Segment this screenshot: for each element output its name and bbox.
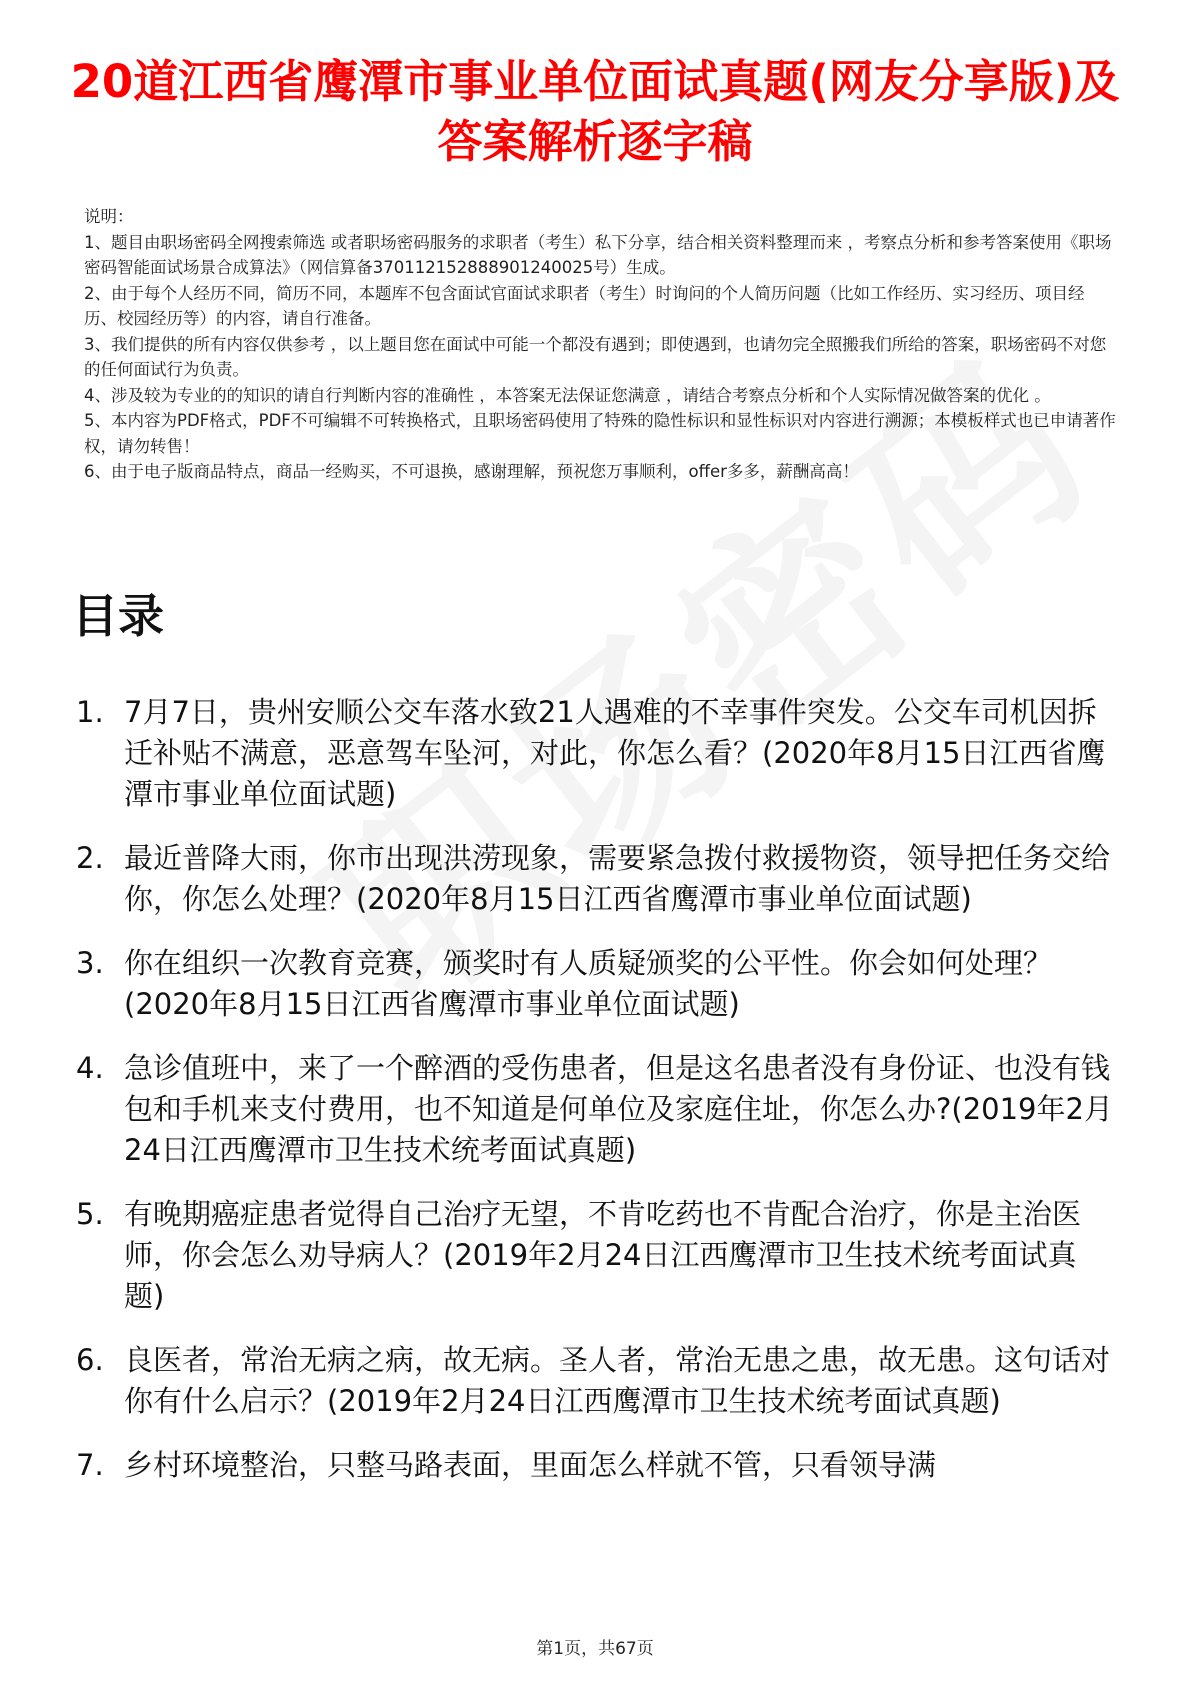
- toc-item-text: 你在组织一次教育竞赛，颁奖时有人质疑颁奖的公平性。你会如何处理？(2020年8月15日江西省鹰潭市事业单位面试题): [124, 946, 1053, 1021]
- notes-section: [84, 204, 1116, 485]
- toc-item[interactable]: [76, 1048, 1116, 1171]
- note-item: 5、本内容为PDF格式，PDF不可编辑不可转换格式，且职场密码使用了特殊的隐性标识和显性标识对内容进行溯源；本模板样式也已申请著作权，请勿转售！: [84, 411, 1116, 456]
- toc-item[interactable]: [76, 838, 1116, 920]
- note-item: 2、由于每个人经历不同，简历不同，本题库不包含面试官面试求职者（考生）时询问的个人简历问题（比如工作经历、实习经历、项目经历、校园经历等）的内容，请自行准备。: [84, 283, 1085, 328]
- note-item: 3、我们提供的所有内容仅供参考 ，以上题目您在面试中可能一个都没有遇到；即使遇到，也请勿完全照搬我们所给的答案，职场密码不对您的任何面试行为负责。: [84, 334, 1107, 379]
- page-footer: 第1页，共67页: [536, 1639, 654, 1659]
- toc-item[interactable]: [76, 1194, 1116, 1317]
- toc-item-number: 3.: [76, 946, 104, 980]
- toc-item-number: 6.: [76, 1343, 104, 1377]
- toc-heading: 目录: [72, 589, 164, 643]
- toc-item-text: 最近普降大雨，你市出现洪涝现象，需要紧急拨付救援物资，领导把任务交给你，你怎么处理？(2020年8月15日江西省鹰潭市事业单位面试题): [124, 841, 1111, 916]
- toc-item-text: 乡村环境整治，只整马路表面，里面怎么样就不管，只看领导满: [124, 1448, 937, 1482]
- toc-item-number: 4.: [76, 1051, 104, 1085]
- document-title: 20道江西省鹰潭市事业单位面试真题(网友分享版)及答案解析逐字稿: [70, 55, 1120, 168]
- toc-item-text: 急诊值班中，来了一个醉酒的受伤患者，但是这名患者没有身份证、也没有钱包和手机来支付费用，也不知道是何单位及家庭住址，你怎么办?(2019年2月24日江西鹰潭市卫生技术统考面试真题): [124, 1051, 1113, 1167]
- toc-item-text: 有晚期癌症患者觉得自己治疗无望，不肯吃药也不肯配合治疗，你是主治医师，你会怎么劝导病人？(2019年2月24日江西鹰潭市卫生技术统考面试真题): [124, 1197, 1082, 1313]
- toc-item-text: 7月7日，贵州安顺公交车落水致21人遇难的不幸事件突发。公交车司机因拆迁补贴不满意，恶意驾车坠河，对此，你怎么看？(2020年8月15日江西省鹰潭市事业单位面试题): [124, 695, 1106, 811]
- toc-item-number: 1.: [76, 695, 104, 729]
- note-item: 6、由于电子版商品特点，商品一经购买，不可退换，感谢理解，预祝您万事顺利，offer多多，薪酬高高！: [84, 462, 859, 481]
- toc-item-text: 良医者，常治无病之病，故无病。圣人者，常治无患之患，故无患。这句话对你有什么启示？(2019年2月24日江西鹰潭市卫生技术统考面试真题): [124, 1343, 1111, 1418]
- toc-item[interactable]: [76, 1340, 1116, 1422]
- toc-list: [76, 692, 1116, 1509]
- toc-item-number: 2.: [76, 841, 104, 875]
- note-item: 1、题目由职场密码全网搜索筛选 或者职场密码服务的求职者（考生）私下分享，结合相关资料整理而来 ，考察点分析和参考答案使用《职场密码智能面试场景合成算法》（网信算备370112152888901240025号）生成。: [84, 232, 1112, 277]
- toc-item[interactable]: [76, 943, 1116, 1025]
- toc-item[interactable]: [76, 1445, 1116, 1486]
- toc-item-number: 5.: [76, 1197, 104, 1231]
- notes-heading: 说明：: [84, 207, 134, 226]
- note-item: 4、涉及较为专业的的知识的请自行判断内容的准确性 ，本答案无法保证您满意 ，请结合考察点分析和个人实际情况做答案的优化 。: [84, 385, 1051, 405]
- toc-item-number: 7.: [76, 1448, 104, 1482]
- toc-item[interactable]: [76, 692, 1116, 815]
